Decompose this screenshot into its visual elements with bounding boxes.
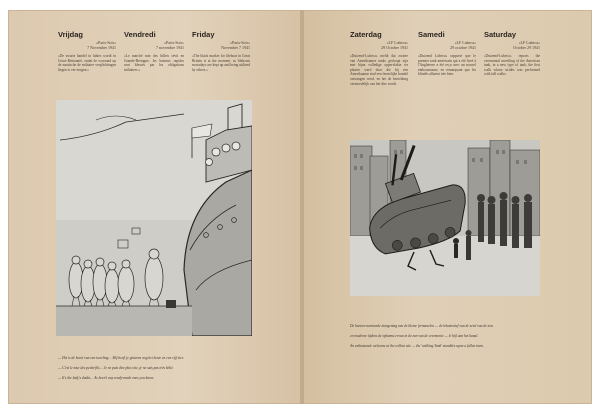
- text-zaterdag: «Duizend-Lubeca» meldt dat zwarte van Amerikaanse tanks gesloopt zijn met bijna volledige oppervlakte ter plaatse werd door die bij een Amerikaanse stad een feestelijke bundel ontvangen werd, en het de bezichting vermoedelijk van het dier wordt.: [350, 54, 408, 86]
- caption-line-2-left: — C'est le tour des petits-fils… Je ne puis dire plus vite, je ne suis pas très bébé.: [58, 366, 174, 370]
- day-heading-saturday: Saturday: [484, 30, 517, 39]
- text-samedi: «Duizend Lubeca» rapporte que le premier tank américain qui a été livré à l'Angleterre a été reçu avec un nouvel enthousiasme, en remarquant que les blindés allaient très bien.: [418, 54, 476, 77]
- source-zaterdag: «LF Lubeca» 29 October 1941: [381, 40, 408, 50]
- caption-line-3-left: — It's the lady's doubt… As been't any ready-made ones you know.: [58, 376, 154, 380]
- text-vendredi: «Le marché noir des billets sévit en Grande-Bretagne, les bateaux rapides sont blessés par les obligations militaires.»: [124, 54, 184, 72]
- caption-line-1-right: De hartverwarmende inzegening van de kleine fermanelen — de lokomotief van de zetel van de zon.: [350, 324, 494, 328]
- caption-line-1-left: — Het is de beurt van een tweeling… Mij heeft je gisteren nog het beste en een vijf vier.: [58, 356, 184, 360]
- source-vrijdag: «Paris-Soir» 7 November 1941: [87, 40, 116, 50]
- day-heading-vrijdag: Vrijdag: [58, 30, 84, 39]
- illustration-ship-lifeboats: [56, 100, 252, 336]
- text-saturday: «Duizend-Lubeca» reports the ceremonial unveiling of the American tank, in a new type of tank, the first walk whose strides was performed with full walks.: [484, 54, 540, 77]
- source-samedi: «LF Lubeca» 29 octobre 1941: [450, 40, 476, 50]
- text-friday: «The black market for lifeboat in Great Britain is at the moment, as lifeboats nowadays are kept up and being utilized by others.»: [192, 54, 250, 72]
- source-vendredi: «Paris-Soir» 7 novembre 1941: [156, 40, 184, 50]
- caption-line-3-right: An enthusiastic welcome at the rollout site — the 'walking Tank' stumbles upon a fallen tram.: [350, 344, 484, 348]
- day-heading-vendredi: Vendredi: [124, 30, 156, 39]
- source-saturday: «LF Lubeca» October 29 1941: [513, 40, 540, 50]
- day-heading-friday: Friday: [192, 30, 215, 39]
- illustration-walking-tank: [350, 140, 540, 296]
- day-heading-samedi: Samedi: [418, 30, 445, 39]
- day-heading-zaterdag: Zaterdag: [350, 30, 382, 39]
- page-spine: [300, 10, 304, 404]
- text-vrijdag: «De zwarte handel in luhtes wordt in Groot-Brittannië, ondat de voorraad op de nautische de militaire verplichtingen liegen is ver-zorgen.»: [58, 54, 116, 72]
- caption-line-2-right: en moderne tijdens de opkomst ervan in de zon van de ceremonie — le bijl aan het kanal.: [350, 334, 479, 338]
- source-friday: «Paris-Soir» November 7 1941: [221, 40, 250, 50]
